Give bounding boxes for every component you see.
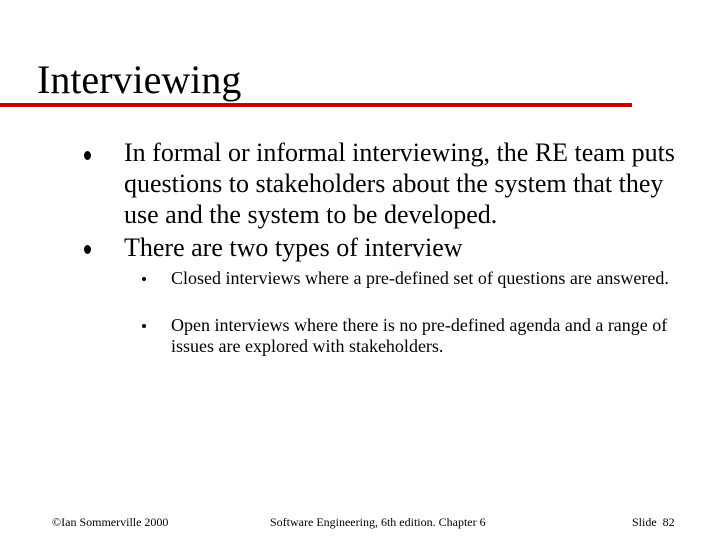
sub-bullet-dot-icon (142, 277, 146, 281)
slide-title: Interviewing (37, 57, 242, 102)
bullet-item: In formal or informal interviewing, the RE team puts questions to stakeholders about the system that they use and the system to be developed. (124, 138, 675, 229)
footer-slide-number: Slide 82 (632, 515, 675, 529)
footer-copyright: ©Ian Sommerville 2000 (52, 515, 169, 529)
bullet-item: There are two types of interview (124, 233, 463, 262)
bullet-dot-icon (84, 151, 91, 160)
sub-bullet-item: Open interviews where there is no pre-defined agenda and a range of issues are explored with stakeholders. (171, 315, 668, 356)
bullet-dot-icon (84, 245, 91, 254)
footer-book-title: Software Engineering, 6th edition. Chapter 6 (270, 515, 486, 529)
sub-bullet-dot-icon (142, 324, 146, 328)
sub-bullet-item: Closed interviews where a pre-defined set of questions are answered. (171, 268, 669, 288)
